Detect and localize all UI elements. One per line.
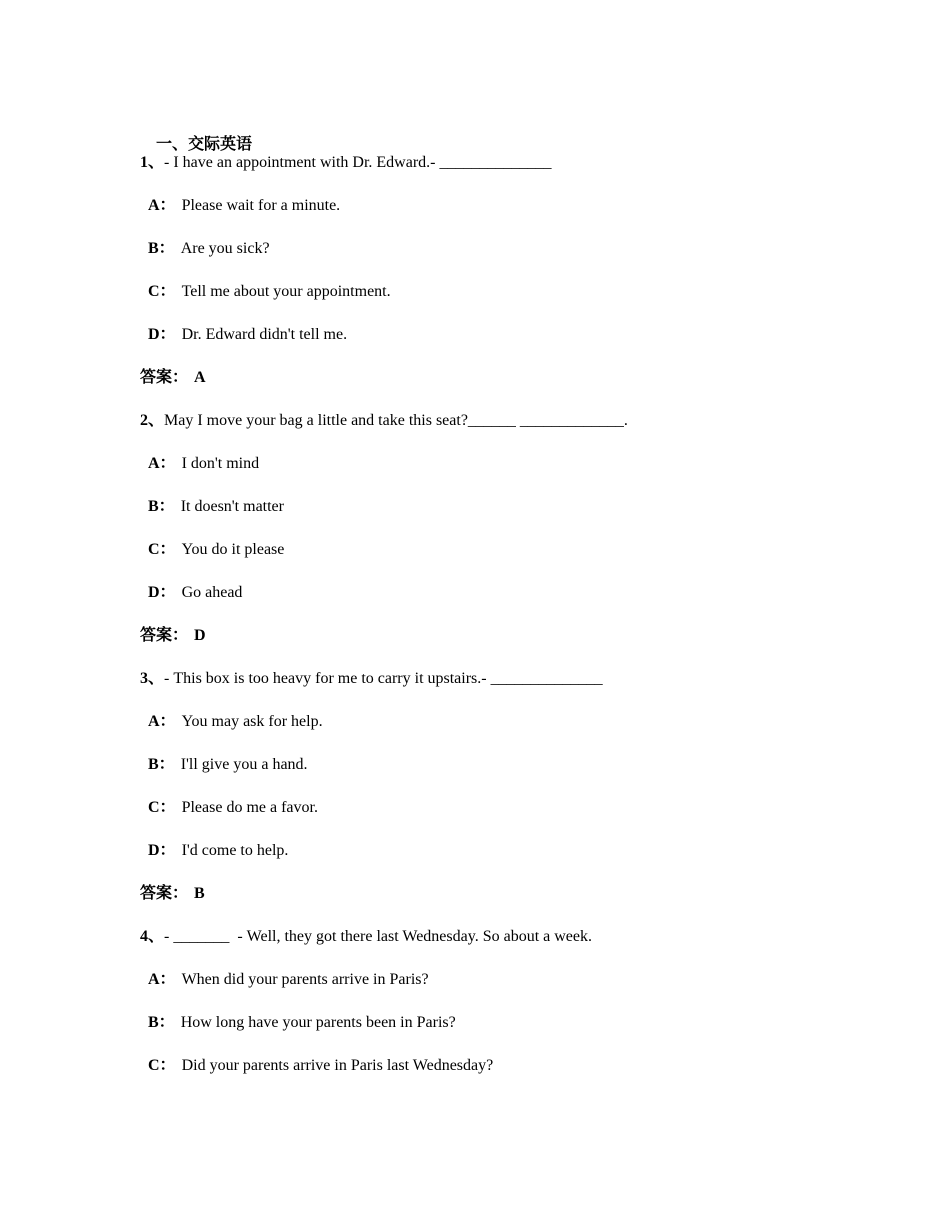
option-text: Did your parents arrive in Paris last Wednesday?: [181, 1057, 494, 1074]
option-c: [140, 797, 840, 840]
option-a: [140, 711, 840, 754]
option-text: I don't mind: [181, 455, 260, 472]
answer-value: A: [194, 369, 206, 386]
option-text: Go ahead: [181, 584, 243, 601]
question-stem: [140, 152, 840, 195]
option-letter: A：: [148, 713, 176, 730]
option-letter: B：: [148, 756, 175, 773]
option-a: [140, 195, 840, 238]
question-stem: [140, 410, 840, 453]
option-text: I'd come to help.: [181, 842, 289, 859]
option-text: It doesn't matter: [180, 498, 284, 515]
option-text: You do it please: [181, 541, 285, 558]
option-letter: B：: [148, 1014, 175, 1031]
answer-line: [140, 367, 840, 410]
option-c: [140, 539, 840, 582]
option-text: Please wait for a minute.: [181, 197, 341, 214]
option-a: [140, 969, 840, 1012]
answer-line: [140, 625, 840, 668]
option-b: [140, 1012, 840, 1055]
option-letter: B：: [148, 498, 175, 515]
answer-value: D: [194, 627, 206, 644]
question-number: 4、: [140, 928, 165, 945]
question-text: - I have an appointment with Dr. Edward.- ______________: [164, 154, 552, 171]
option-b: [140, 754, 840, 797]
option-text: You may ask for help.: [181, 713, 323, 730]
option-c: [140, 1055, 840, 1098]
option-letter: A：: [148, 971, 176, 988]
answer-label: 答案：: [140, 627, 189, 644]
option-a: [140, 453, 840, 496]
option-letter: B：: [148, 240, 175, 257]
option-letter: D：: [148, 326, 176, 343]
option-text: How long have your parents been in Paris?: [180, 1014, 456, 1031]
option-c: [140, 281, 840, 324]
option-b: [140, 496, 840, 539]
option-letter: D：: [148, 584, 176, 601]
option-text: Are you sick?: [180, 240, 270, 257]
question-text: May I move your bag a little and take this seat?______ _____________.: [164, 412, 628, 429]
question-number: 2、: [140, 412, 165, 429]
answer-label: 答案：: [140, 369, 189, 386]
section-heading: [140, 112, 840, 152]
option-d: [140, 840, 840, 883]
option-text: I'll give you a hand.: [180, 756, 308, 773]
answer-line: [140, 883, 840, 926]
option-d: [140, 324, 840, 367]
option-text: Please do me a favor.: [181, 799, 318, 816]
question-number: 1、: [140, 154, 165, 171]
question-text: - This box is too heavy for me to carry it upstairs.- ______________: [164, 670, 603, 687]
question-stem: [140, 926, 840, 969]
option-text: When did your parents arrive in Paris?: [181, 971, 429, 988]
document-page: [140, 112, 840, 1098]
option-letter: C：: [148, 283, 176, 300]
section-title: 一、交际英语: [156, 136, 253, 153]
question-number: 3、: [140, 670, 165, 687]
option-letter: D：: [148, 842, 176, 859]
answer-value: B: [194, 885, 205, 902]
question-stem: [140, 668, 840, 711]
option-b: [140, 238, 840, 281]
option-letter: A：: [148, 197, 176, 214]
option-text: Tell me about your appointment.: [181, 283, 391, 300]
option-letter: C：: [148, 799, 176, 816]
answer-label: 答案：: [140, 885, 189, 902]
option-text: Dr. Edward didn't tell me.: [181, 326, 348, 343]
question-text: - _______ - Well, they got there last Wednesday. So about a week.: [164, 928, 592, 945]
option-letter: A：: [148, 455, 176, 472]
option-d: [140, 582, 840, 625]
option-letter: C：: [148, 1057, 176, 1074]
option-letter: C：: [148, 541, 176, 558]
